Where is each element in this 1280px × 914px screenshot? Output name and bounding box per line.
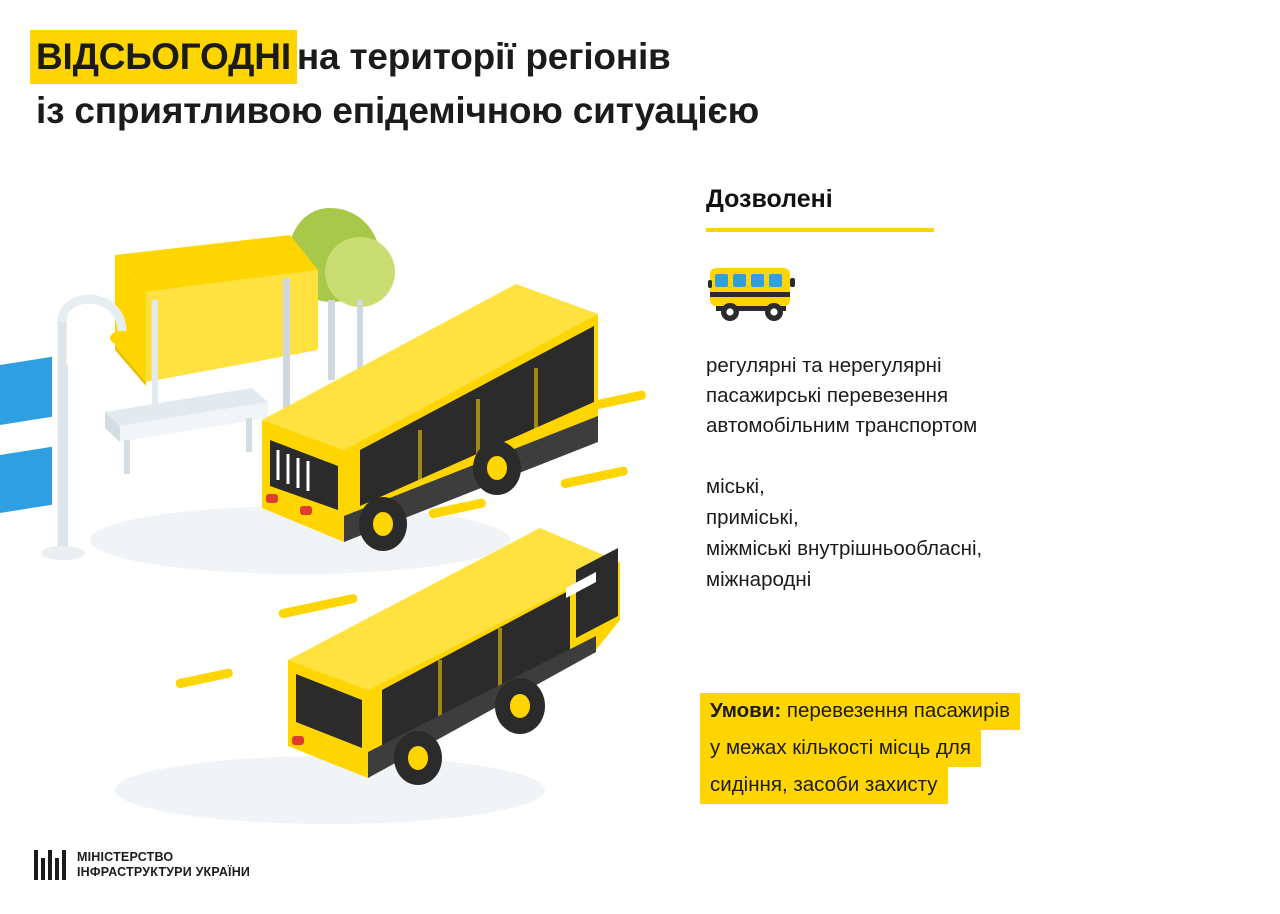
bus-scene-svg [0,150,700,850]
wheel [359,497,407,551]
allowed-heading: Дозволені [706,185,833,213]
page-header [0,0,1280,150]
allowed-paragraph-1 [706,351,1226,441]
school-bus-icon [706,262,1226,329]
title-line-1-rest: на території регіонів [296,36,671,77]
conditions-label: Умови: [710,699,782,722]
ministry-logo-line-2: ІНФРАСТРУКТУРИ УКРАЇНИ [77,865,251,879]
allowed-p1-line-1: регулярні та нерегулярні [706,354,942,377]
allowed-p2-line-1: міські, [706,475,765,498]
tree-icon-small [325,237,395,370]
conditions-line-1-text: перевезення пасажирів [781,699,1010,722]
allowed-underline [706,228,934,232]
wheel [473,441,521,495]
ministry-logo-text [77,850,250,880]
illustration-bus-scene [0,150,700,850]
wheel [394,731,442,785]
ministry-logo [34,850,250,880]
page-title-line-2: із сприятливою епідемічною ситуацією [36,90,760,131]
title-highlight: ВІДСЬОГОДНІ [30,30,297,84]
conditions-block [700,693,1200,804]
conditions-line-1 [700,693,1020,730]
allowed-p1-line-2: пасажирські перевезення [706,384,949,407]
allowed-section [706,185,1226,625]
allowed-p2-line-4: міжнародні [706,568,812,591]
allowed-p2-line-2: приміські, [706,506,799,529]
allowed-p2-line-3: міжміські внутрішньообласні, [706,537,983,560]
allowed-paragraph-2 [706,471,1226,595]
conditions-line-2: у межах кількості місць для [700,730,981,767]
wheel [495,678,545,734]
page-title-line-1 [36,38,671,75]
ministry-logo-line-1: МІНІСТЕРСТВО [77,850,174,864]
allowed-p1-line-3: автомобільним транспортом [706,414,978,437]
shadow-bottom [115,756,545,824]
ministry-bars-logo-icon [34,850,66,880]
conditions-line-3: сидіння, засоби захисту [700,767,948,804]
